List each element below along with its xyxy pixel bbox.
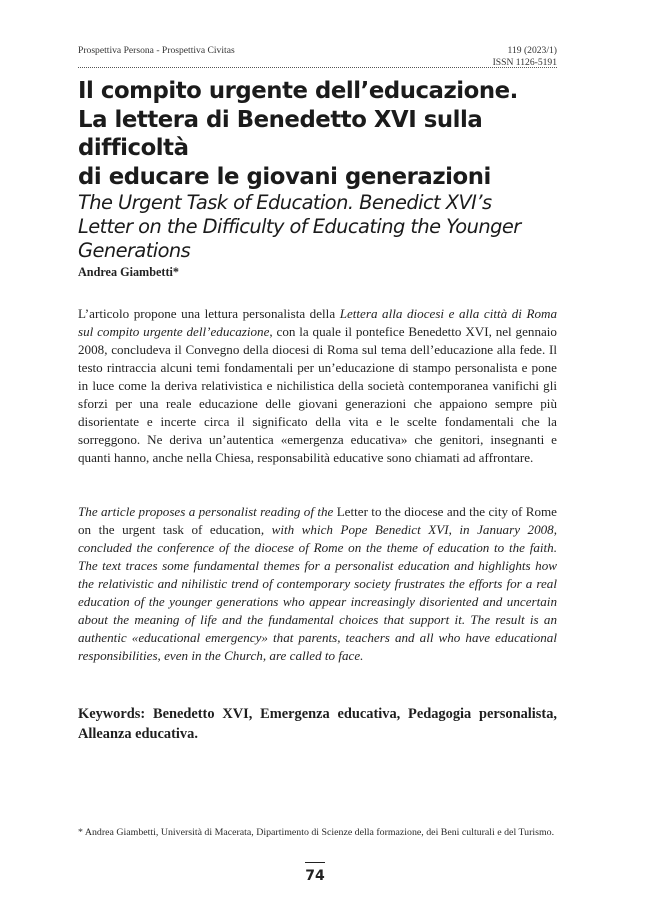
- author-footnote: * Andrea Giambetti, Università di Macerata, Dipartimento di Scienze della formazione, dei Beni culturali e del Turismo.: [78, 827, 555, 838]
- journal-name: Prospettiva Persona - Prospettiva Civitas: [78, 45, 235, 56]
- issue-number: 119 (2023/1): [507, 45, 557, 56]
- abstract-it-text: , con la quale il pontefice Benedetto XVI, nel gennaio 2008, concludeva il Convegno della diocesi di Roma sul tema dell’educazione alla fede. Il testo rintraccia alcuni temi fondamentali per un’educazione di stampo personalista e pone in luce come la deriva relativistica e nichilistica della società contemporanea vanifichi gli sforzi per una reale educazione delle giovani generazioni che appaiono sempre più disorientate e incerte circa il significato della vita e le scelte fondamentali che la sorreggono. Ne deriva un’autentica «emergenza educativa» che genitori, insegnanti e quanti hanno, anche nella Chiesa, responsabilità educative sono chiamati ad affrontare.: [78, 324, 557, 466]
- header-dotted-rule: [78, 67, 557, 68]
- abstract-italian: [78, 305, 557, 467]
- abstract-it-text: L’articolo propone una lettura personalista della: [78, 306, 340, 321]
- issn: ISSN 1126-5191: [492, 56, 557, 68]
- page-number-rule: [305, 862, 325, 863]
- abstract-it-letter-title: Lettera alla diocesi e alla città di Roma sul compito urgente dell’educazione: [78, 306, 557, 340]
- title-italian: [78, 77, 557, 191]
- title-english-line: The Urgent Task of Education. Benedict XVI’s: [78, 191, 492, 214]
- keywords: Keywords: Benedetto XVI, Emergenza educativa, Pedagogia personalista, Alleanza educativa.: [78, 706, 557, 742]
- page-number: 74: [305, 868, 325, 884]
- title-english-line: Letter on the Difficulty of Educating the Younger: [78, 215, 521, 238]
- article-title: [78, 77, 557, 263]
- title-italian-line: La lettera di Benedetto XVI sulla difficoltà: [78, 106, 483, 161]
- abstract-en-letter-title: Letter to the diocese and the city of Rome on the urgent task of education: [78, 504, 557, 538]
- author-name: Andrea Giambetti*: [78, 265, 179, 279]
- abstract-english: [78, 503, 557, 665]
- title-english: [78, 191, 557, 263]
- title-italian-line: di educare le giovani generazioni: [78, 163, 491, 190]
- title-italian-line: Il compito urgente dell’educazione.: [78, 78, 518, 104]
- abstract-en-text: , with which Pope Benedict XVI, in January 2008, concluded the conference of the diocese of Rome on the theme of education to the faith. The text traces some fundamental themes for a personalist education and highlights how the relativistic and nihilistic trend of contemporary society frustrates the efforts for a real education of the younger generations who appear increasingly disoriented and uncertain about the meaning of life and the fundamental choices that support it. The result is an authentic «educational emergency» that parents, teachers and all who have educational responsibilities, even in the Church, are called to face.: [78, 522, 557, 664]
- journal-page: [78, 0, 557, 917]
- abstract-en-text: The article proposes a personalist reading of the: [78, 504, 337, 519]
- issue-info: [493, 45, 557, 68]
- title-english-line: Generations: [78, 239, 191, 262]
